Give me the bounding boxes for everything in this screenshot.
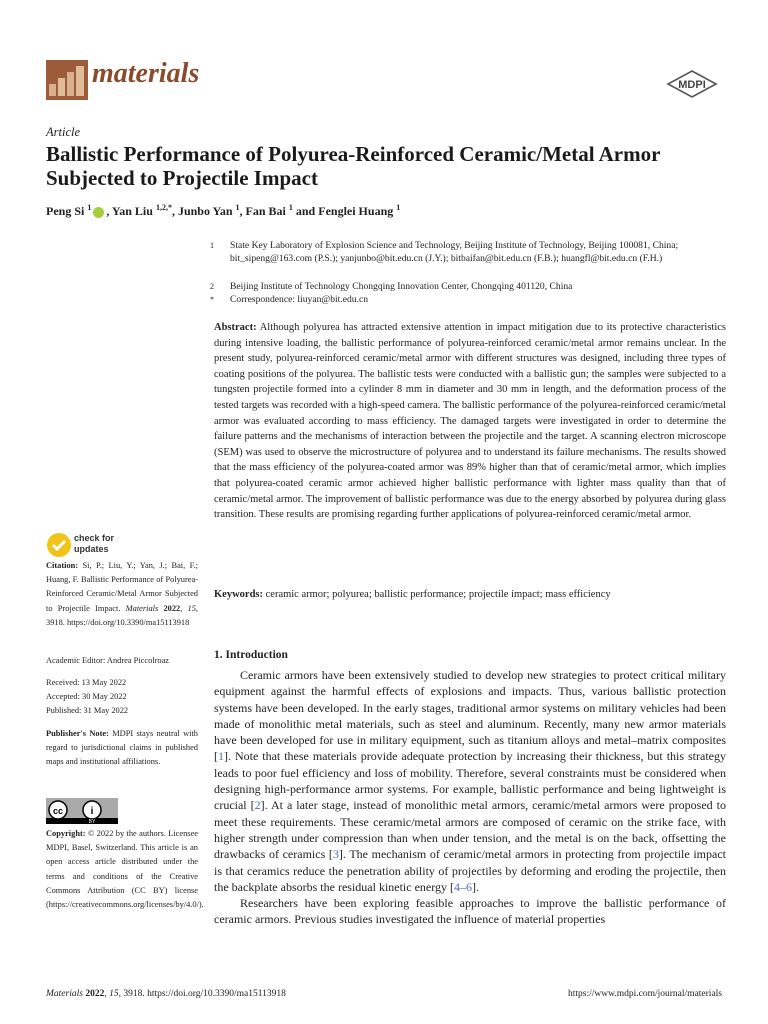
author-sup: 1 [235, 203, 240, 212]
ref-link[interactable]: 2 [254, 798, 261, 813]
author-name: Fan Bai [245, 204, 286, 218]
author-sup: 1 [396, 203, 401, 212]
cc-by-license-icon[interactable] [46, 798, 118, 824]
author-name: Yan Liu [111, 204, 153, 218]
paper-title: Ballistic Performance of Polyurea-Reinforced Ceramic/Metal Armor Subjected to Projectile Impact [46, 142, 661, 190]
author-sup: 1,2,* [155, 203, 172, 212]
author-name: Junbo Yan [177, 204, 233, 218]
introduction-body [214, 667, 726, 928]
svg-text:i: i [90, 806, 94, 817]
ref-link[interactable]: 4–6 [454, 879, 473, 894]
affiliation-1: 1 State Key Laboratory of Explosion Science and Technology, Beijing Institute of Technology, Beijing 100081, China; bit_sipeng@163.com (P.S.); yanjunbo@bit.edu.cn (J.Y.); bitbaifan@bit.edu.cn (F.B.); huangfl@bit.edu.cn (F.H.) [210, 240, 679, 264]
publisher-name: MDPI [678, 79, 706, 91]
abstract-text: Although polyurea has attracted extensive attention in impact mitigation due to its protective characteristics during intensive loading, the ballistic performance of polyurea-reinforced ceramic/metal armor remains unclear. In the present study, polyurea-reinforced ceramic/metal armor with different structures was designed, including three types of coating positions of the polyurea. The ballistic tests were conducted with a ballistic gun; the samples were subjected to a tungsten projectile formed into a cylinder 8 mm in diameter and 30 mm in length, and the deformation process of the tested targets was recorded with a high-speed camera. The ballistic performance of the polyurea-reinforced ceramic/metal armor was evaluated according to mass efficiency. The damaged targets were investigated in order to determine the failure patterns and the mechanisms of interaction between the projectile and the target. A scanning electron microscope (SEM) was used to observe the microstructure of polyurea and to understand its failure mechanisms. The results showed that the mass efficiency of the polyurea-coated armor was 89% higher than that of ceramic/metal armor, which implies that polyurea-coated ceramic armor achieved higher ballistic performance with lighter mass quality than that of ceramic/metal armor. The improvement of ballistic performance was due to the energy absorbed by polyurea during glass transition. These results are promising regarding further applications of polyurea-reinforced ceramic/metal armor. [214, 322, 727, 521]
keywords-text: ceramic armor; polyurea; ballistic performance; projectile impact; mass efficiency [265, 589, 611, 600]
author-list: Peng Si $^1$ , Yan Liu $^{1,2,*}$, Junbo Yan $^1$, Fan Bai $^1$ and Fenglei Huang $^1$ [46, 203, 401, 218]
orcid-icon[interactable] [93, 207, 104, 218]
affiliation-2: 2 Beijing Institute of Technology Chongqing Innovation Center, Chongqing 401120, China [210, 281, 573, 292]
copyright: Copyright: © 2022 by the authors. Licensee MDPI, Basel, Switzerland. This article is an open access article distributed under the terms and conditions of the Creative Commons Attribution (CC BY) license (https://creativecommons.org/licenses/by/4.0/). [46, 829, 204, 910]
ref-link[interactable]: 3 [332, 847, 339, 862]
author-name: Fenglei Huang [318, 204, 394, 218]
footer-url[interactable]: https://www.mdpi.com/journal/materials [568, 989, 722, 999]
author-sup: 1 [87, 203, 92, 212]
paragraph-1: Ceramic armors have been extensively studied to develop new strategies to protect critical military equipment against the harmful effects of explosions and impacts. Thus, various ballistic protection systems have been developed. In the early stages, traditional armor systems on military vehicles had been made of monolithic metal materials, such as steel and aluminum. Recently, many new armor materials have been developed for use in military equipment, such as titanium alloys and metal–matrix composites [1]. Note that these materials provide adequate protection by increasing their thickness, but this strategy leads to poor fuel efficiency and loss of mobility. Therefore, several constraints must be considered when designing high-performance armor systems. For example, ballistic performance and being lightweight is crucial [2]. At a later stage, instead of monolithic metal armors, ceramic/metal armors were proposed to meet these requirements. These ceramic/metal armors are composed of ceramic on the strike face, with higher strength under compression than when under tension, and the metal is on the back, offsetting the drawbacks of ceramics [3]. The mechanism of ceramic/metal armors in protecting from projectile impact is that ceramics reduce the penetration ability of projectiles by deforming and eroding the projectile, then the backplate absorbs the residual kinetic energy [4–6]. [214, 668, 727, 894]
article-type: Article [46, 125, 81, 139]
journal-name: materials [92, 58, 200, 89]
check-for-updates-badge[interactable]: check for updates [46, 532, 116, 558]
materials-logo-icon [46, 60, 88, 100]
section-title: 1. Introduction [214, 649, 288, 661]
author-name: Peng Si [46, 204, 85, 218]
dates: Received: 13 May 2022 Accepted: 30 May 2022 Published: 31 May 2022 [46, 678, 129, 716]
ref-link[interactable]: 1 [218, 749, 224, 764]
abstract [214, 320, 726, 523]
svg-text:cc: cc [52, 806, 64, 816]
footer-citation: Materials 2022, 15, 3918. https://doi.org/10.3390/ma15113918 [46, 989, 286, 999]
check-updates-icon [46, 532, 72, 558]
mdpi-logo [666, 70, 718, 98]
citation: Citation: Si, P.; Liu, Y.; Yan, J.; Bai, F.; Huang, F. Ballistic Performance of Polyurea-Reinforced Ceramic/Metal Armor Subjected to Projectile Impact. Materials 2022, 15, 3918. https://doi.org/10.3390/ma15113918 [46, 561, 199, 627]
keywords [214, 589, 726, 600]
academic-editor: Academic Editor: Andrea Piccolroaz [46, 656, 170, 665]
abstract-label: Abstract: [214, 322, 257, 333]
keywords-label: Keywords: [214, 589, 263, 600]
svg-text:BY: BY [88, 819, 96, 824]
author-sup: 1 [288, 203, 293, 212]
correspondence: * Correspondence: liuyan@bit.edu.cn [210, 294, 369, 305]
paragraph-2: Researchers have been exploring feasible approaches to improve the ballistic performance of ceramic armors. Previous studies investigated the influence of material properties [214, 896, 726, 927]
publishers-note: Publisher's Note: MDPI stays neutral with regard to jurisdictional claims in published maps and institutional affiliations. [46, 729, 198, 767]
